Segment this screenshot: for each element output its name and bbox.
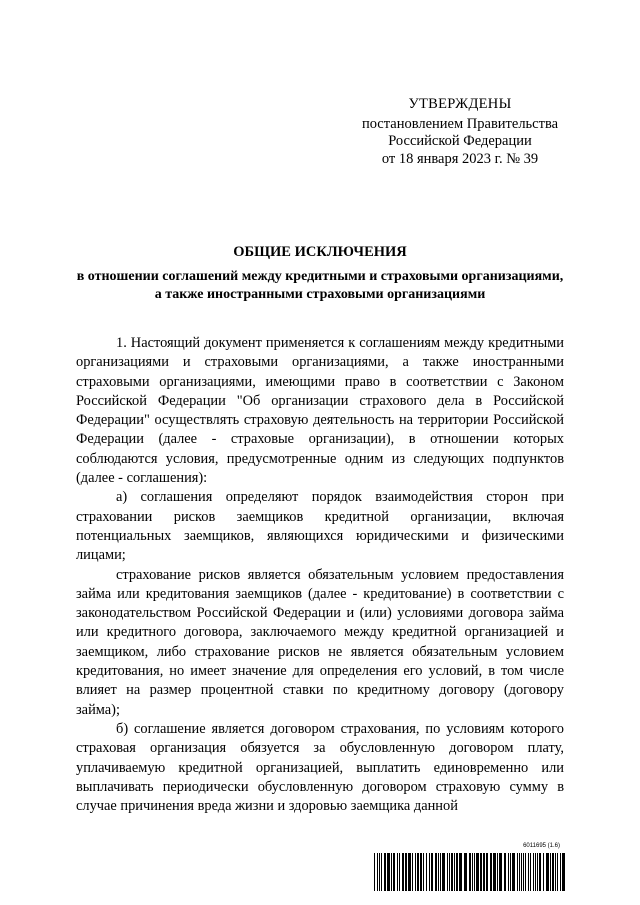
document-title: ОБЩИЕ ИСКЛЮЧЕНИЯ — [233, 244, 407, 260]
document-body — [76, 334, 564, 816]
approval-line-3: от 18 января 2023 г. № 39 — [381, 150, 539, 167]
barcode-icon — [374, 853, 566, 893]
document-subtitle: в отношении соглашений между кредитными и страховыми организациями, а также иностранными страховыми организациями — [76, 269, 564, 302]
approval-block — [345, 96, 575, 168]
paragraph-a-2: страхование рисков является обязательным условием предоставления займа или кредитования заемщиков (далее - кредитование) в соответствии с законодательством Российской Федерации и (или) условиями договора займа или кредитного договора, заключаемого между кредитной организацией и заемщиком, либо страхование рисков не является обязательным условием кредитования, но имеет значение для определения его условий, в том числе влияет на размер процентной ставки по кредитному договору (договору займа); — [76, 566, 564, 718]
paragraph-a: а) соглашения определяют порядок взаимодействия сторон при страховании рисков заемщиков кредитной организации, включая потенциальных заемщиков, являющихся юридическими и физическими лицами; — [76, 489, 564, 564]
paragraph-b: б) соглашение является договором страхования, по условиям которого страховая организация обязуется за обусловленную договором плату, уплачиваемую кредитной организацией, выплатить единовременно или выплачивать периодически обусловленную договором страховую сумму в случае причинения вреда жизни и здоровью заемщика данной — [76, 720, 564, 815]
approval-line-1: постановлением Правительства — [361, 115, 559, 132]
approval-line-2: Российской Федерации — [388, 133, 532, 149]
approval-heading: УТВЕРЖДЕНЫ — [408, 96, 512, 112]
barcode-block — [374, 843, 566, 895]
barcode-label: 6011695 (1.6) — [523, 843, 560, 849]
paragraph-1: 1. Настоящий документ применяется к соглашениям между кредитными организациями и страховыми организациями, а также иностранными страховыми организациями, имеющими право в соответствии с Законом Российской Федерации "Об организации страхового дела в Российской Федерации" осуществлять страховую деятельность на территории Российской Федерации (далее - страховые организации), в отношении которых соблюдаются условия, предусмотренные одним из следующих подпунктов (далее - соглашения): — [76, 335, 564, 487]
